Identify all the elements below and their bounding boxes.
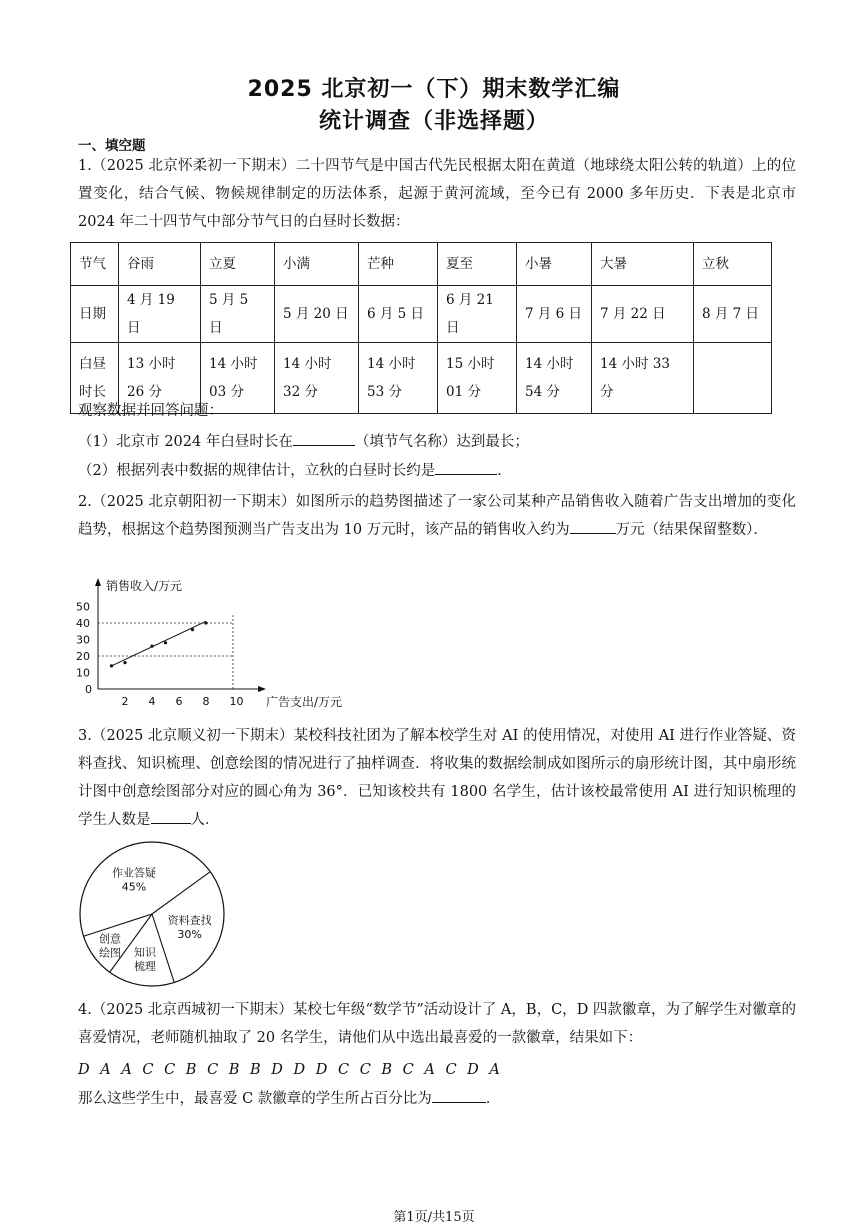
date-cell: 5 月 20 日 xyxy=(275,286,359,343)
term-cell: 大暑 xyxy=(592,243,694,286)
date-cell: 4 月 19 日 xyxy=(119,286,201,343)
pie-chart xyxy=(74,838,234,990)
x-tick-label: 10 xyxy=(229,695,244,708)
hours: 13 小时 xyxy=(127,356,176,372)
daylength-cell xyxy=(517,343,592,414)
pie-slice-label: 绘图 xyxy=(99,946,122,960)
y-tick-label: 10 xyxy=(76,666,90,680)
y-tick-label: 30 xyxy=(76,633,90,647)
data-point xyxy=(164,641,167,644)
row-label-line: 时长 xyxy=(79,384,106,400)
trend-line xyxy=(112,621,207,666)
page-title-line1: 2025 北京初一（下）期末数学汇编 xyxy=(247,77,621,102)
q2-after: 万元（结果保留整数）． xyxy=(615,522,768,538)
daylength-cell xyxy=(438,343,517,414)
origin-label: 0 xyxy=(85,683,92,696)
pie-chart-content xyxy=(80,842,224,986)
question-1-part-1 xyxy=(78,430,529,454)
page-title-line2: 统计调查（非选择题） xyxy=(318,109,549,134)
term-cell: 夏至 xyxy=(438,243,517,286)
trend-chart xyxy=(70,574,370,714)
q1-sub2-after: ． xyxy=(497,463,512,479)
question-1-part-2 xyxy=(78,459,512,483)
q2-before: 2.（2025 北京朝阳初一下期末）如图所示的趋势图描述了一家公司某种产品销售收入随着广告支出增加的变化趋势，根据这个趋势图预测当广告支出为 10 万元时，该产品的销售收入约为 xyxy=(78,494,796,538)
y-axis-label: 销售收入/万元 xyxy=(106,579,183,593)
x-tick-label: 2 xyxy=(121,695,129,708)
daylength-cell-empty xyxy=(694,343,772,414)
hours: 14 小时 xyxy=(525,356,574,372)
pie-slice-label: 梳理 xyxy=(134,960,157,974)
data-point xyxy=(110,664,113,667)
q4-after: ． xyxy=(485,1091,501,1107)
y-tick-label: 20 xyxy=(76,650,90,663)
date-cell: 6 月 5 日 xyxy=(359,286,438,343)
trend-chart-content xyxy=(76,578,342,709)
q3-after: 人． xyxy=(190,812,220,828)
date-cell: 5 月 5 日 xyxy=(201,286,275,343)
badge-sequence: D A A C C B C B B D D D C C B C A C D A xyxy=(78,1062,503,1078)
data-point xyxy=(150,645,153,648)
question-3-text xyxy=(78,722,796,834)
data-point xyxy=(204,621,207,624)
answer-blank xyxy=(293,431,355,446)
y-tick-label: 40 xyxy=(76,617,90,630)
answer-blank xyxy=(570,519,616,534)
y-tick-label: 50 xyxy=(76,600,90,614)
row-label-date: 日期 xyxy=(71,286,119,343)
term-cell: 立夏 xyxy=(201,243,275,286)
hours: 14 小时 xyxy=(209,356,258,372)
pie-slice-label: 45% xyxy=(121,880,147,894)
data-point xyxy=(191,628,194,631)
answer-blank xyxy=(435,460,497,475)
term-cell: 小暑 xyxy=(517,243,592,286)
table-row-dates xyxy=(71,286,772,343)
q3-before: 3.（2025 北京顺义初一下期末）某校科技社团为了解本校学生对 AI 的使用情况，对使用 AI 进行作业答疑、资料查找、知识梳理、创意绘图的情况进行了抽样调查．将收集的数据绘制成如图所示的扇形统计图，其中扇形统计图中创意绘图部分对应的圆心角为 36°．已知该校共有 1800 名学生，估计该校最常使用 AI 进行知识梳理的学生人数是 xyxy=(78,728,796,828)
date-cell: 6 月 21 日 xyxy=(438,286,517,343)
pie-slice-label: 创意 xyxy=(99,932,122,946)
x-tick-label: 4 xyxy=(148,695,156,708)
date-cell: 8 月 7 日 xyxy=(694,286,772,343)
daylength-cell xyxy=(359,343,438,414)
y-axis-arrow xyxy=(95,578,101,586)
answer-blank xyxy=(151,809,191,824)
hours: 15 小时 xyxy=(446,356,495,372)
section-heading: 一、填空题 xyxy=(78,138,146,154)
question-4-question xyxy=(78,1087,500,1111)
daylength-table xyxy=(70,242,772,414)
observe-prompt: 观察数据并回答问题： xyxy=(78,403,223,419)
row-label-term: 节气 xyxy=(71,243,119,286)
minutes: 26 分 xyxy=(127,384,162,400)
pie-slice-label: 作业答疑 xyxy=(112,866,157,880)
q4-before: 那么这些学生中，最喜爱 C 款徽章的学生所占百分比为 xyxy=(78,1091,432,1107)
row-label-line: 白昼 xyxy=(79,356,106,372)
q1-sub2-before: （2）根据列表中数据的规律估计，立秋的白昼时长约是 xyxy=(78,463,436,479)
page-footer: 第1页/共15页 xyxy=(393,1210,475,1225)
date-cell: 7 月 22 日 xyxy=(592,286,694,343)
q1-sub1-after: （填节气名称）达到最长； xyxy=(354,434,529,450)
x-tick-label: 8 xyxy=(202,695,210,708)
q1-sub1-before: （1）北京市 2024 年白昼时长在 xyxy=(78,434,293,450)
term-cell: 谷雨 xyxy=(119,243,201,286)
question-2-text xyxy=(78,488,796,544)
minutes: 32 分 xyxy=(283,384,318,400)
table-row-terms xyxy=(71,243,772,286)
term-cell: 立秋 xyxy=(694,243,772,286)
x-axis-label: 广告支出/万元 xyxy=(266,695,343,709)
question-1-text: 1.（2025 北京怀柔初一下期末）二十四节气是中国古代先民根据太阳在黄道（地球绕太阳公转的轨道）上的位置变化，结合气候、物候规律制定的历法体系，起源于黄河流域，至今已有 2000 多年历史．下表是北京市 2024 年二十四节气中部分节气日的白昼时长数据： xyxy=(78,158,796,230)
question-4-text: 4.（2025 北京西城初一下期末）某校七年级“数学节”活动设计了 A，B，C，D 四款徽章，为了解学生对徽章的喜爱情况，老师随机抽取了 20 名学生，请他们从中选出最喜爱的一款徽章，结果如下： xyxy=(78,1002,796,1046)
data-point xyxy=(123,661,126,664)
minutes: 53 分 xyxy=(367,384,402,400)
x-tick-label: 6 xyxy=(175,695,183,708)
daylength-cell: 14 小时 33 分 xyxy=(592,343,694,414)
hours: 14 小时 xyxy=(367,356,416,372)
answer-blank xyxy=(432,1088,486,1103)
x-axis-arrow xyxy=(258,686,266,692)
minutes: 01 分 xyxy=(446,384,481,400)
pie-slice-label: 知识 xyxy=(134,946,157,960)
minutes: 54 分 xyxy=(525,384,560,400)
daylength-cell xyxy=(275,343,359,414)
pie-slice-label: 资料查找 xyxy=(167,914,212,928)
pie-slice-label: 30% xyxy=(177,928,202,942)
hours: 14 小时 xyxy=(283,356,332,372)
term-cell: 小满 xyxy=(275,243,359,286)
date-cell: 7 月 6 日 xyxy=(517,286,592,343)
term-cell: 芒种 xyxy=(359,243,438,286)
minutes: 03 分 xyxy=(209,384,244,400)
